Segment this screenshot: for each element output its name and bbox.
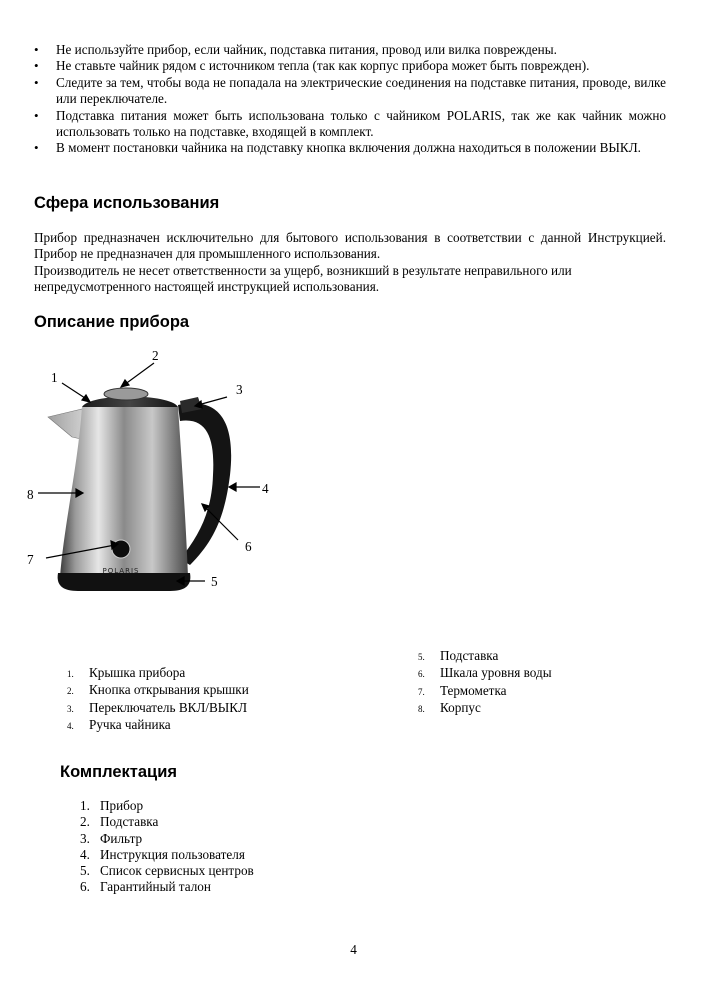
part-number: 2. (67, 686, 74, 697)
part-number: 5. (418, 652, 425, 662)
list-item (418, 683, 552, 700)
callout-2: 2 (152, 348, 159, 363)
callout-5: 5 (211, 574, 218, 589)
kit-number: 3. (80, 830, 90, 846)
callout-6: 6 (245, 539, 252, 554)
kettle-illustration (20, 345, 290, 615)
kit-label: Гарантийный талон (100, 879, 211, 895)
list-item (67, 717, 249, 734)
kit-number: 4. (80, 846, 90, 862)
callout-4: 4 (262, 481, 269, 496)
safety-bullet-list (34, 42, 666, 157)
callout-1: 1 (51, 370, 58, 385)
list-item (418, 700, 552, 717)
part-number: 3. (67, 703, 74, 714)
parts-list-left (67, 665, 249, 734)
scope-paragraph: Прибор предназначен исключительно для бытового использования в соответствии с данной Инструкцией. Прибор не предназначен для промышленного использования. (34, 230, 666, 262)
scope-heading: Сфера использования (34, 194, 220, 212)
liability-line-2: непредусмотренного настоящей инструкцией использования. (34, 279, 380, 294)
part-label: Шкала уровня воды (440, 665, 552, 681)
kettle-diagram (20, 345, 290, 615)
kit-label: Подставка (100, 814, 159, 830)
callout-7: 7 (27, 552, 34, 567)
part-label: Переключатель ВКЛ/ВЫКЛ (89, 699, 248, 715)
parts-list-right (418, 648, 552, 717)
kit-number: 2. (80, 814, 90, 830)
part-number: 4. (67, 720, 74, 731)
page-number: 4 (350, 942, 357, 957)
kit-label: Фильтр (100, 830, 143, 846)
lid-button-shape (104, 388, 148, 400)
part-number: 7. (418, 686, 425, 697)
bullet-item: • В момент постановки чайника на подставку кнопка включения должна находиться в положении ВЫКЛ. (34, 140, 666, 156)
brand-logo: POLARIS (102, 567, 140, 575)
list-item (80, 847, 254, 863)
part-label: Кнопка открывания крышки (89, 682, 249, 698)
bullet-item: • Не используйте прибор, если чайник, подставка питания, провод или вилка повреждены. (34, 42, 666, 58)
list-item (80, 814, 254, 830)
part-label: Подставка (440, 648, 499, 663)
part-label: Крышка прибора (89, 665, 186, 680)
list-item (80, 863, 254, 879)
list-item (80, 798, 254, 814)
callout-3: 3 (236, 382, 243, 397)
part-label: Корпус (440, 699, 481, 715)
list-item (418, 665, 552, 682)
part-label: Ручка чайника (89, 716, 171, 732)
list-item (80, 831, 254, 847)
kit-heading: Комплектация (60, 763, 177, 781)
kit-number: 1. (80, 798, 90, 813)
base-shape (58, 573, 191, 591)
list-item (67, 700, 249, 717)
kit-list (80, 798, 254, 896)
kit-label: Прибор (100, 798, 144, 813)
part-number: 6. (418, 669, 425, 680)
part-number: 8. (418, 703, 425, 714)
kit-number: 5. (80, 863, 90, 879)
list-item (67, 682, 249, 699)
liability-line-1: Производитель не несет ответственности за ущерб, возникший в результате неправильного или (34, 263, 572, 278)
list-item (418, 648, 552, 665)
kit-label: Список сервисных центров (100, 863, 254, 879)
bullet-item: • Следите за тем, чтобы вода не попадала на электрические соединения на подставке питания, проводе, вилке или переключателе. (34, 75, 666, 108)
bullet-item: • Не ставьте чайник рядом с источником тепла (так как корпус прибора может быть поврежден). (34, 58, 666, 74)
bullet-item: • Подставка питания может быть использована только с чайником POLARIS, так же как чайник можно использовать только на подставке, входящей в комплект. (34, 108, 666, 141)
callout-8: 8 (27, 487, 34, 502)
description-heading: Описание прибора (34, 313, 190, 331)
part-number: 1. (67, 669, 74, 679)
list-item (67, 665, 249, 682)
kit-number: 6. (80, 879, 90, 895)
part-label: Термометка (440, 682, 507, 698)
kit-label: Инструкция пользователя (100, 846, 245, 862)
list-item (80, 879, 254, 895)
